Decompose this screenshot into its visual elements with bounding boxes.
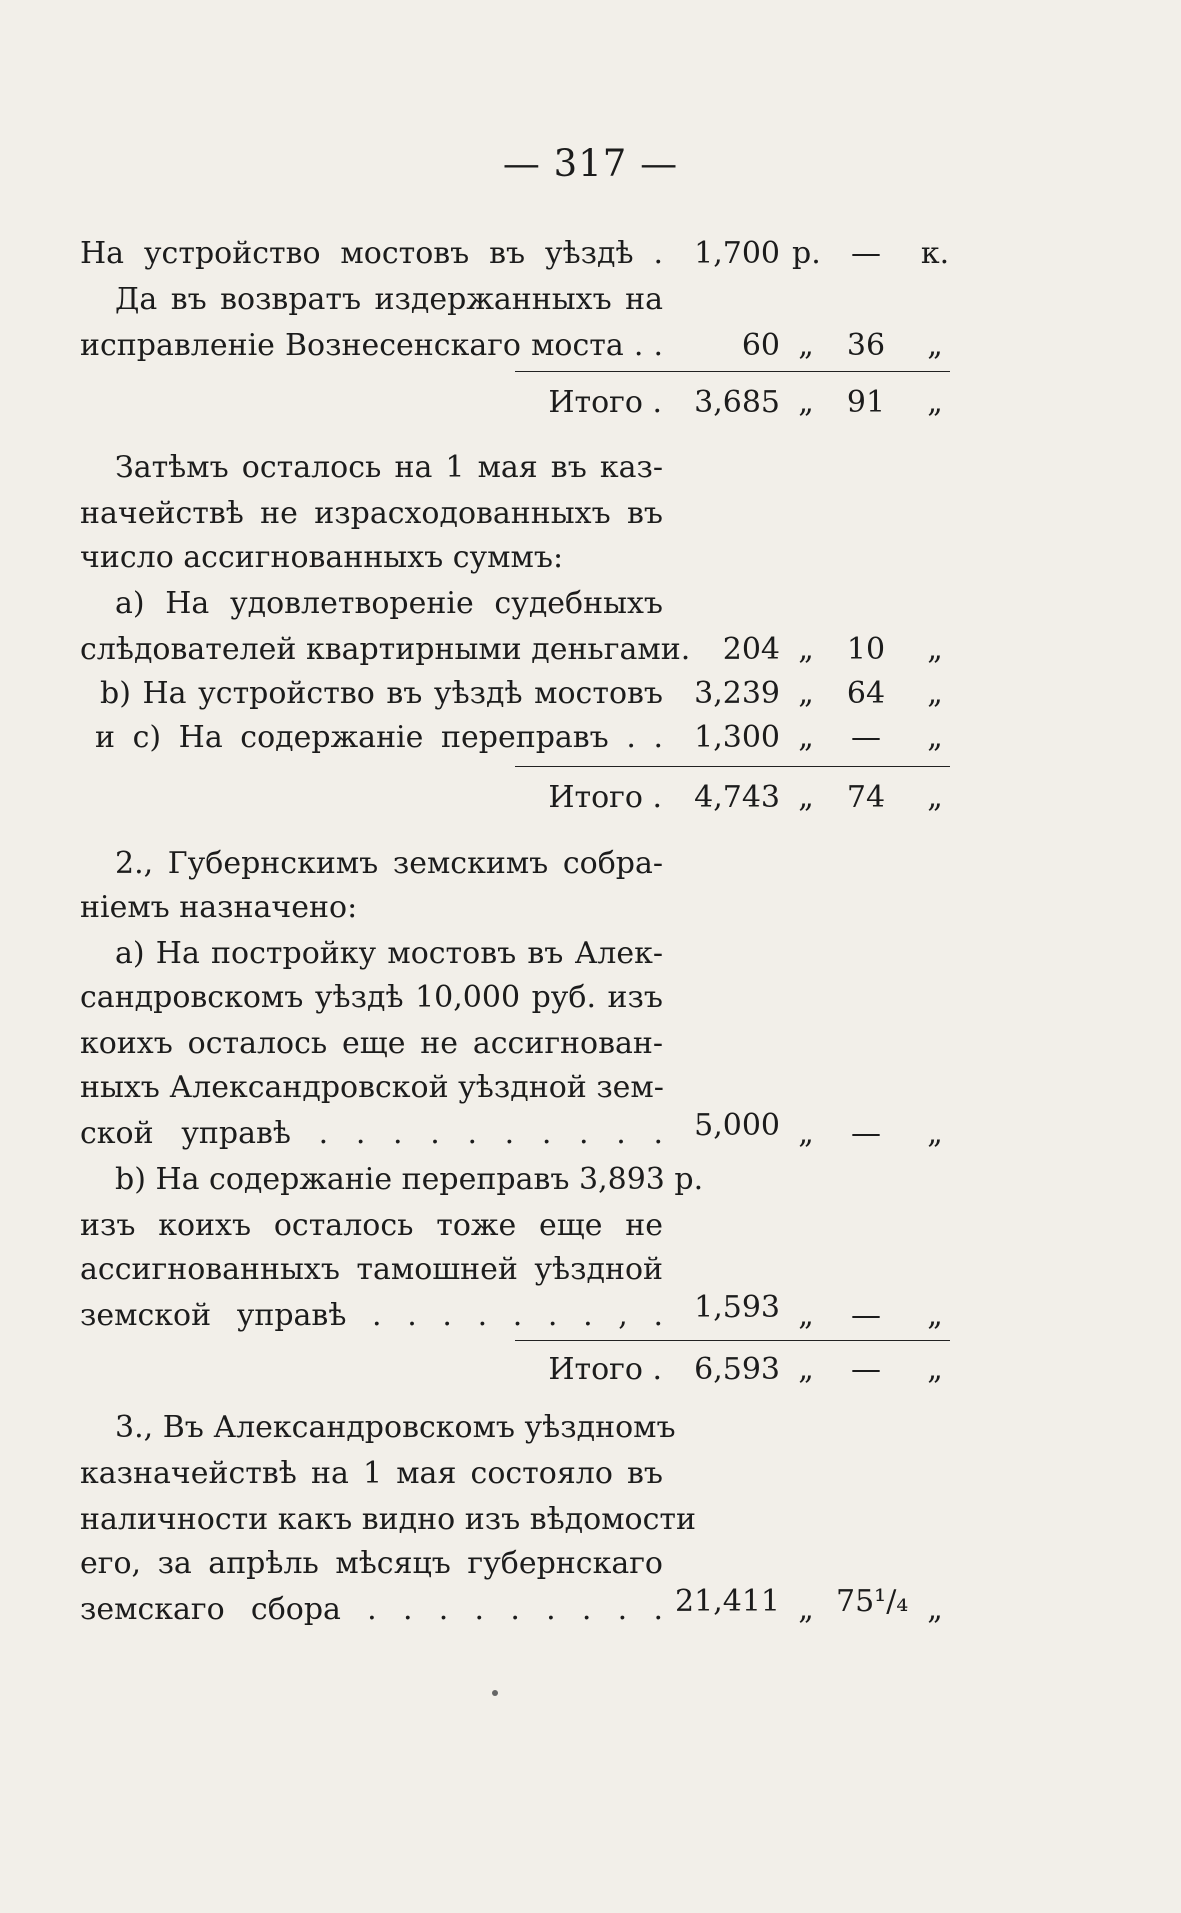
- text-line: его, за апрѣль мѣсяцъ губернскаго: [80, 1546, 663, 1581]
- total-kopecks: 91: [846, 385, 886, 420]
- rubles-symbol: „: [798, 385, 814, 420]
- text-line: казначействѣ на 1 мая состояло въ: [80, 1456, 663, 1491]
- kopecks-symbol: „: [927, 1592, 943, 1627]
- rubles-symbol: „: [798, 676, 814, 711]
- text-line: ныхъ Александровской уѣздной зем-: [80, 1070, 664, 1105]
- total-rubles: 6,593: [694, 1352, 780, 1387]
- text-line: земскаго сбора . . . . . . . . .: [80, 1592, 663, 1627]
- total-label: Итого .: [548, 385, 662, 420]
- text-line: и с) На содержаніе переправъ . .: [95, 720, 663, 755]
- total-label: Итого .: [548, 780, 662, 815]
- kopecks-value: 75¹/₄: [836, 1584, 909, 1619]
- rubles-symbol: „: [798, 720, 814, 755]
- rubles-value: 60: [741, 328, 780, 363]
- rubles-value: 3,239: [694, 676, 780, 711]
- kopecks-symbol: „: [927, 780, 943, 815]
- kopecks-value: 36: [846, 328, 886, 363]
- sum-rule: [515, 766, 950, 767]
- kopecks-value: 64: [846, 676, 886, 711]
- text-line: Затѣмъ осталось на 1 мая въ каз-: [115, 450, 663, 485]
- text-line: ніемъ назначено:: [80, 890, 358, 925]
- kopecks-symbol: „: [927, 1298, 943, 1333]
- text-line: а) На удовлетвореніе судебныхъ: [115, 586, 663, 621]
- total-kopecks: —: [851, 1352, 881, 1387]
- rubles-symbol: „: [798, 780, 814, 815]
- kopecks-symbol: к.: [920, 236, 950, 271]
- kopecks-symbol: „: [927, 720, 943, 755]
- rubles-symbol: „: [798, 1352, 814, 1387]
- rubles-symbol: „: [798, 1592, 814, 1627]
- text-line: На устройство мостовъ въ уѣздѣ .: [80, 236, 663, 271]
- text-line: число ассигнованныхъ суммъ:: [80, 540, 564, 575]
- text-line: b) На содержаніе переправъ 3,893 р.: [115, 1162, 704, 1197]
- kopecks-symbol: „: [927, 1352, 943, 1387]
- kopecks-value: —: [851, 1116, 881, 1151]
- text-line: наличности какъ видно изъ вѣдомости: [80, 1502, 696, 1537]
- rubles-value: 5,000: [694, 1108, 780, 1143]
- text-line: b) На устройство въ уѣздѣ мостовъ: [100, 676, 663, 711]
- rubles-symbol: „: [798, 328, 814, 363]
- rubles-value: 1,300: [694, 720, 780, 755]
- sum-rule: [515, 371, 950, 372]
- total-label: Итого .: [548, 1352, 662, 1387]
- page-number: — 317 —: [502, 142, 679, 185]
- rubles-value: 1,700: [694, 236, 780, 271]
- text-line: исправленіе Вознесенскаго моста . .: [80, 328, 663, 363]
- text-line: коихъ осталось еще не ассигнован-: [80, 1026, 663, 1061]
- text-line: Да въ возвратъ издержанныхъ на: [115, 282, 663, 317]
- rubles-value: 21,411: [675, 1584, 780, 1619]
- rubles-value: 204: [722, 632, 780, 667]
- kopecks-symbol: „: [927, 385, 943, 420]
- text-line: изъ коихъ осталось тоже еще не: [80, 1208, 663, 1243]
- total-kopecks: 74: [846, 780, 886, 815]
- kopecks-value: —: [851, 1298, 881, 1333]
- rubles-symbol: „: [798, 1298, 814, 1333]
- kopecks-value: 10: [846, 632, 886, 667]
- sum-rule: [515, 1340, 950, 1341]
- total-rubles: 3,685: [694, 385, 780, 420]
- text-line: слѣдователей квартирными деньгами.: [80, 632, 691, 667]
- kopecks-value: —: [851, 720, 881, 755]
- text-line: сандровскомъ уѣздѣ 10,000 руб. изъ: [80, 980, 663, 1015]
- rubles-symbol: „: [798, 632, 814, 667]
- text-line: ской управѣ . . . . . . . . . .: [80, 1116, 663, 1151]
- rubles-symbol: „: [798, 1116, 814, 1151]
- rubles-symbol: р.: [792, 236, 821, 271]
- rubles-value: 1,593: [694, 1290, 780, 1325]
- total-rubles: 4,743: [694, 780, 780, 815]
- text-line: 2., Губернскимъ земскимъ собра-: [115, 846, 663, 881]
- kopecks-symbol: „: [927, 632, 943, 667]
- kopecks-value: —: [851, 236, 881, 271]
- text-line: начействѣ не израсходованныхъ въ: [80, 496, 663, 531]
- kopecks-symbol: „: [927, 328, 943, 363]
- text-line: земской управѣ . . . . . . . , .: [80, 1298, 663, 1333]
- kopecks-symbol: „: [927, 676, 943, 711]
- kopecks-symbol: „: [927, 1116, 943, 1151]
- text-line: 3., Въ Александровскомъ уѣздномъ: [115, 1410, 676, 1445]
- text-line: а) На постройку мостовъ въ Алек-: [115, 936, 663, 971]
- text-line: ассигнованныхъ тамошней уѣздной: [80, 1252, 663, 1287]
- ink-speck: [492, 1690, 498, 1696]
